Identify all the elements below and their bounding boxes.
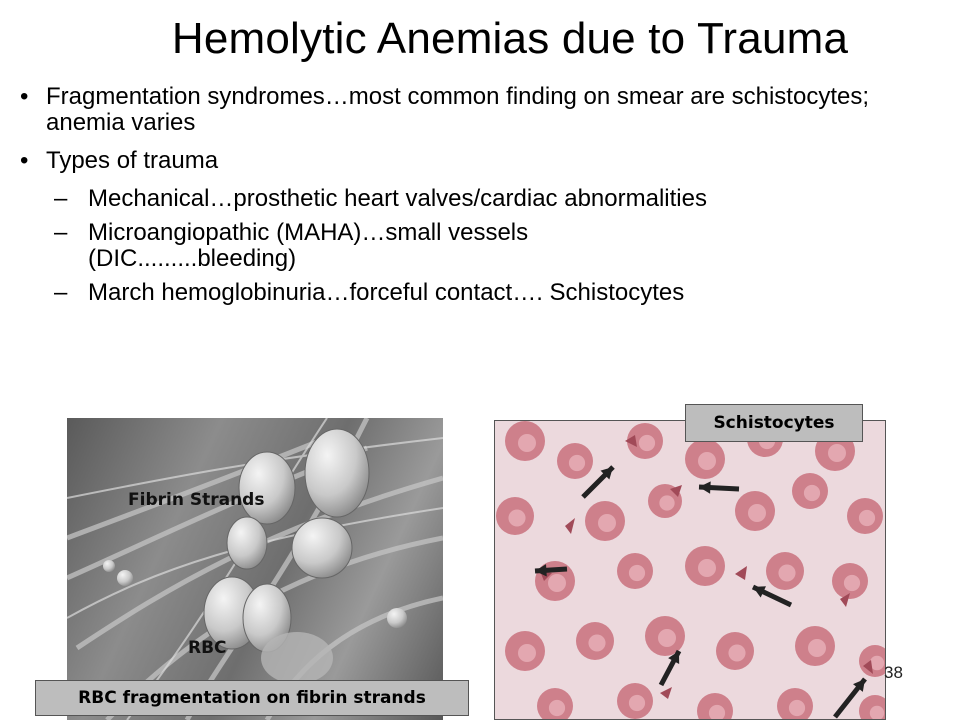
red-blood-cell [505,421,545,461]
sub-bullet-microangiopathic [20,220,688,272]
schistocyte-fragment [660,687,672,699]
left-image-caption: RBC fragmentation on fibrin strands [35,680,469,716]
red-blood-cell [847,498,883,534]
rbc-label: RBC [188,638,227,658]
sub-bullet-mechanical [20,186,940,212]
fibrin-strands-label: Fibrin Strands [128,490,265,510]
bullet-marker: • [20,83,29,110]
red-blood-cell [685,546,725,586]
blood-smear-drawing [495,421,886,720]
red-blood-cell [617,553,653,589]
fibrin-micrograph-image [67,418,443,720]
red-blood-cell [645,616,685,656]
red-blood-cell [537,688,573,720]
bullet-text: Fragmentation syndromes…most common finding on smear are schistocytes; anemia varies [46,83,869,136]
schistocytes-caption: Schistocytes [685,404,863,442]
red-blood-cell [859,695,886,720]
schistocyte-fragment [735,566,747,580]
red-blood-cell [795,626,835,666]
red-blood-cell [735,491,775,531]
bullet-list [20,84,940,314]
arrow-icon [661,651,679,685]
sub-bullet-text: Mechanical…prosthetic heart valves/cardiac abnormalities [88,185,707,212]
red-blood-cell [535,561,575,601]
bullet-text: Types of trauma [46,147,219,174]
red-blood-cell [505,631,545,671]
arrow-icon [699,481,739,493]
red-blood-cell [496,497,534,535]
micrograph-drawing [67,418,443,720]
red-blood-cell [792,473,828,509]
bullet-fragmentation [20,84,940,136]
bullet-types-of-trauma [20,148,940,174]
red-blood-cell [766,552,804,590]
sub-bullet-text: March hemoglobinuria…forceful contact…. Schistocytes [88,279,685,306]
sub-bullet-marker: – [54,185,68,212]
red-blood-cell [777,688,813,720]
red-blood-cell [576,622,614,660]
blood-smear-image [494,420,886,720]
red-blood-cell [832,563,868,599]
sub-bullet-marker: – [54,279,68,306]
schistocyte-fragment [565,518,575,534]
page-number: 38 [884,663,903,682]
red-blood-cell [716,632,754,670]
red-blood-cell [585,501,625,541]
sub-bullet-text: Microangiopathic (MAHA)…small vessels (DIC.........bleeding) [88,219,529,272]
red-blood-cell [697,693,733,720]
bullet-marker: • [20,147,29,174]
slide-title: Hemolytic Anemias due to Trauma [171,14,849,63]
red-blood-cell [557,443,593,479]
red-blood-cell [685,439,725,479]
sub-bullet-march-hemoglobinuria [20,280,940,306]
red-blood-cell [617,683,653,719]
sub-bullet-marker: – [54,219,68,246]
